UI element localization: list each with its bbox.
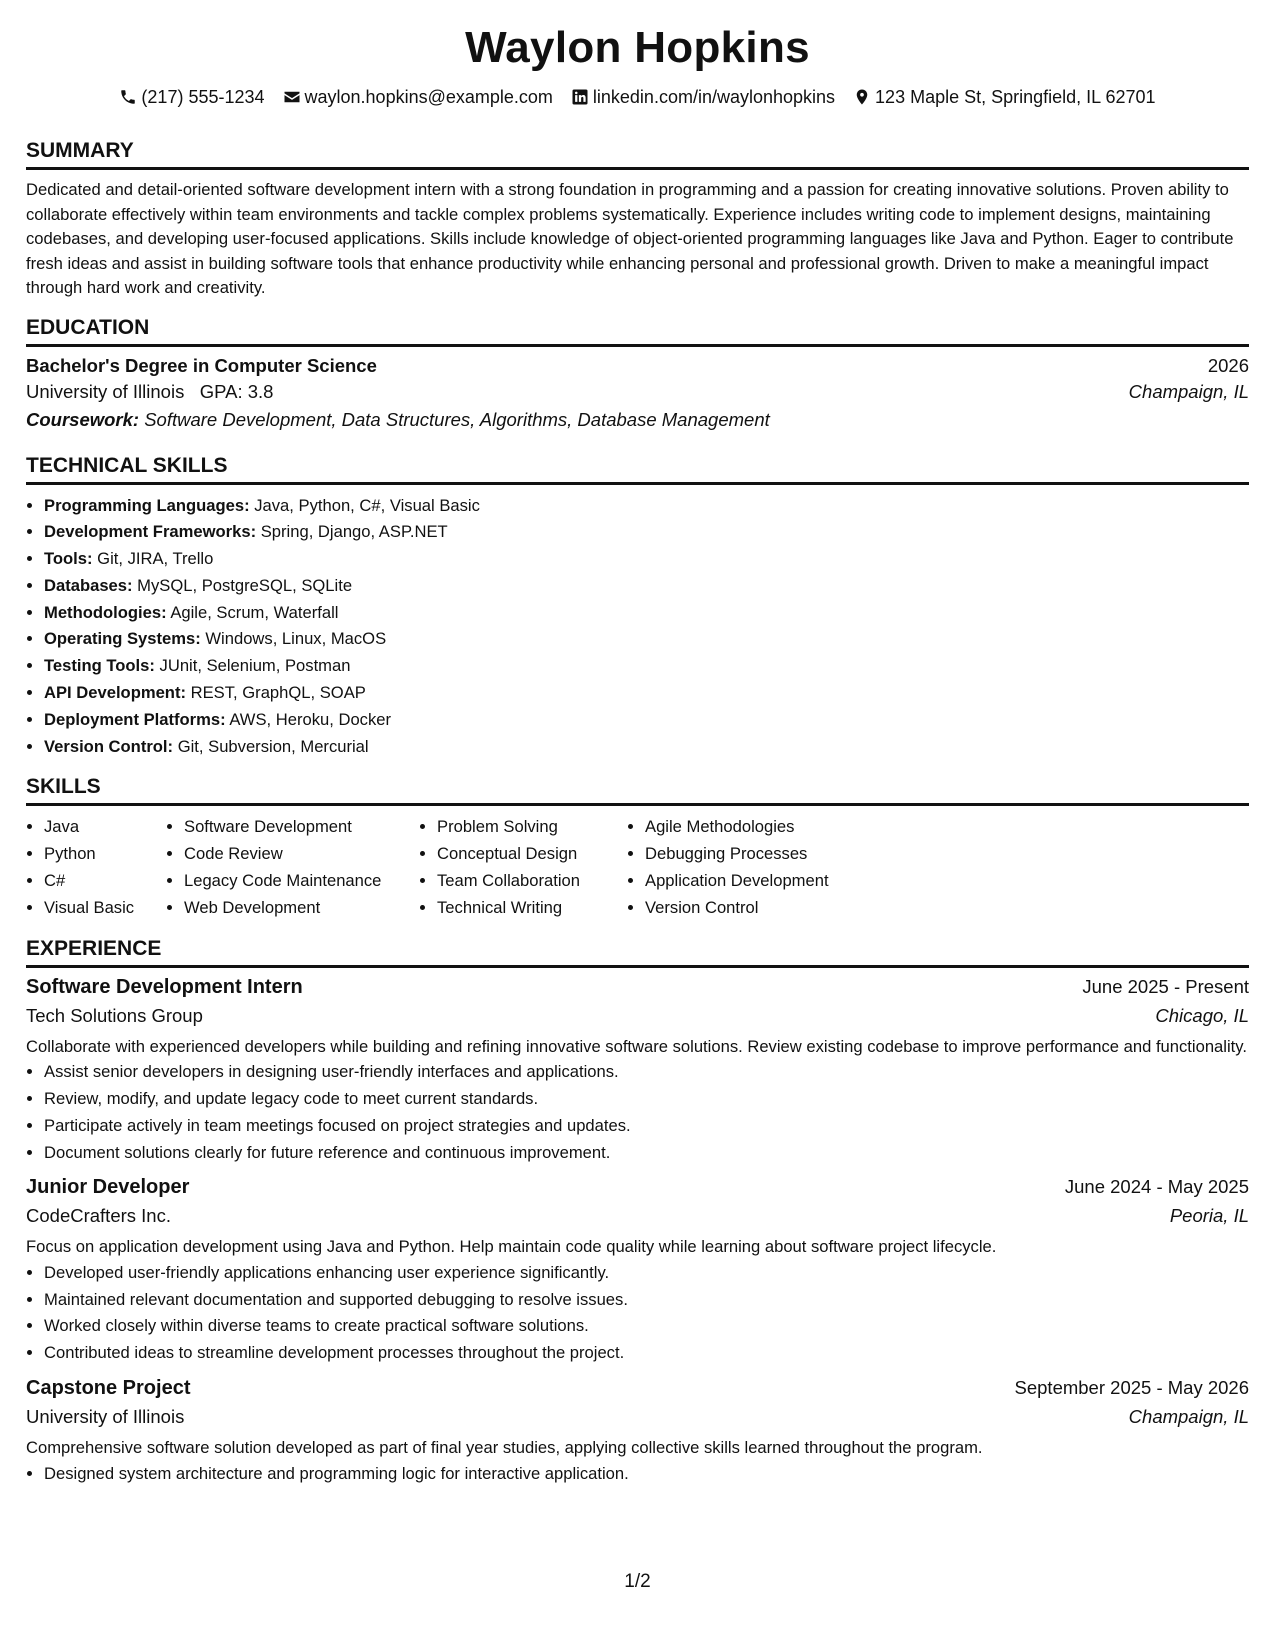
- skill-values: Windows, Linux, MacOS: [205, 629, 387, 649]
- list-item: • Agile Methodologies: [645, 814, 885, 841]
- contact-phone[interactable]: [119, 86, 264, 108]
- job-bullets: [26, 1059, 1249, 1166]
- school-line: [26, 381, 273, 403]
- skill-values: Git, Subversion, Mercurial: [177, 736, 369, 756]
- job-description: Comprehensive software solution developed as part of final year studies, applying collective skills learned throughout the program.: [26, 1438, 983, 1458]
- map-pin-icon: [853, 88, 871, 106]
- contact-address: [853, 86, 1156, 108]
- experience-heading: EXPERIENCE: [26, 936, 1249, 968]
- skills-section: [26, 774, 1249, 921]
- skills-heading: SKILLS: [26, 774, 1249, 806]
- skill-category: API Development:: [44, 683, 186, 703]
- list-item: • Debugging Processes: [645, 841, 885, 868]
- skill-values: MySQL, PostgreSQL, SQLite: [137, 575, 353, 595]
- education-degree-row: [26, 355, 1249, 377]
- skill-category: Tools:: [44, 549, 93, 569]
- job-location: Champaign, IL: [1128, 1406, 1249, 1428]
- job-org: University of Illinois: [26, 1406, 185, 1428]
- list-item: [44, 546, 1249, 573]
- list-item: • Visual Basic: [44, 895, 166, 922]
- list-item: [44, 653, 1249, 680]
- list-item: • Assist senior developers in designing user-friendly interfaces and applications.: [44, 1059, 1249, 1086]
- list-item: • Team Collaboration: [437, 868, 627, 895]
- job-location: Chicago, IL: [1155, 1004, 1249, 1026]
- job-title: Capstone Project: [26, 1377, 191, 1400]
- list-item: [44, 707, 1249, 734]
- skills-grid: [26, 814, 1249, 921]
- page-number: 1/2: [624, 1571, 651, 1592]
- list-item: • Contributed ideas to streamline development processes throughout the project.: [44, 1340, 1249, 1367]
- list-item: [44, 680, 1249, 707]
- skill-category: Methodologies:: [44, 602, 167, 622]
- summary-heading: SUMMARY: [26, 138, 1249, 170]
- gpa: GPA: 3.8: [199, 380, 274, 402]
- technical-skills-heading: TECHNICAL SKILLS: [26, 453, 1249, 485]
- list-item: • Participate actively in team meetings focused on project strategies and updates.: [44, 1113, 1249, 1140]
- linkedin-text: linkedin.com/in/waylonhopkins: [592, 87, 836, 107]
- skill-values: Git, JIRA, Trello: [97, 549, 214, 569]
- envelope-icon: [283, 88, 301, 106]
- degree-title: Bachelor's Degree in Computer Science: [26, 354, 377, 376]
- email-text: waylon.hopkins@example.com: [304, 87, 553, 107]
- list-item: • Designed system architecture and programming logic for interactive application.: [44, 1461, 1249, 1488]
- job-title: Software Development Intern: [26, 975, 303, 998]
- skill-category: Development Frameworks:: [44, 522, 257, 542]
- list-item: • Code Review: [184, 841, 419, 868]
- job-title: Junior Developer: [26, 1176, 190, 1199]
- list-item: [44, 600, 1249, 627]
- list-item: • Worked closely within diverse teams to create practical software solutions.: [44, 1313, 1249, 1340]
- graduation-year: 2026: [1207, 354, 1249, 376]
- skill-values: REST, GraphQL, SOAP: [190, 683, 366, 703]
- skill-values: JUnit, Selenium, Postman: [159, 656, 351, 676]
- list-item: [44, 626, 1249, 653]
- list-item: • Maintained relevant documentation and supported debugging to resolve issues.: [44, 1287, 1249, 1314]
- experience-section: [26, 936, 1249, 1488]
- skills-column-3: [419, 814, 627, 921]
- list-item: • Technical Writing: [437, 895, 627, 922]
- contact-email[interactable]: [283, 86, 553, 108]
- contact-bar: [26, 86, 1249, 108]
- list-item: • Application Development: [645, 868, 885, 895]
- job-entry: [26, 976, 1249, 1167]
- skill-values: AWS, Heroku, Docker: [229, 709, 392, 729]
- summary-text: Dedicated and detail-oriented software development intern with a strong foundation in programming and a passion for creating innovative solutions. Proven ability to collaborate effectively within team environments and tackle complex problems systematically. Experience includes writing code to implement designs, maintaining codebases, and developing user-focused applications. Skills include knowledge of object-oriented programming languages like Java and Python. Eager to contribute fresh ideas and assist in building software tools that enhance productivity while enhancing personal and professional growth. Driven to make a meaningful impact through hard work and creativity.: [26, 180, 1234, 297]
- job-bullets: [26, 1461, 1249, 1488]
- job-org-row: [26, 1005, 1249, 1027]
- skills-column-2: [166, 814, 419, 921]
- education-heading: EDUCATION: [26, 315, 1249, 347]
- job-org: Tech Solutions Group: [26, 1004, 203, 1026]
- list-item: • Java: [44, 814, 166, 841]
- list-item: [44, 573, 1249, 600]
- skills-column-1: [26, 814, 166, 921]
- list-item: [44, 519, 1249, 546]
- linkedin-icon: [571, 88, 589, 106]
- phone-icon: [119, 88, 137, 106]
- job-org-row: [26, 1406, 1249, 1428]
- phone-text: (217) 555-1234: [141, 87, 265, 107]
- education-school-row: [26, 381, 1249, 403]
- skill-category: Operating Systems:: [44, 629, 201, 649]
- skill-category: Deployment Platforms:: [44, 709, 226, 729]
- skill-values: Java, Python, C#, Visual Basic: [254, 495, 480, 515]
- job-description: Focus on application development using Java and Python. Help maintain code quality while learning about software project lifecycle.: [26, 1237, 997, 1257]
- skill-category: Databases:: [44, 575, 133, 595]
- list-item: • Problem Solving: [437, 814, 627, 841]
- list-item: • Legacy Code Maintenance: [184, 868, 419, 895]
- list-item: • Python: [44, 841, 166, 868]
- summary-section: [26, 138, 1249, 301]
- skill-values: Spring, Django, ASP.NET: [260, 522, 448, 542]
- job-title-row: [26, 1377, 1249, 1400]
- coursework-line: [26, 409, 1249, 431]
- school-name: University of Illinois: [26, 380, 185, 402]
- address-text: 123 Maple St, Springfield, IL 62701: [875, 87, 1156, 107]
- list-item: • Conceptual Design: [437, 841, 627, 868]
- job-dates: June 2025 - Present: [1082, 975, 1249, 997]
- skill-values: Agile, Scrum, Waterfall: [170, 602, 339, 622]
- coursework-list: Software Development, Data Structures, Algorithms, Database Management: [144, 408, 770, 430]
- list-item: • Document solutions clearly for future reference and continuous improvement.: [44, 1140, 1249, 1167]
- job-bullets: [26, 1260, 1249, 1367]
- job-org: CodeCrafters Inc.: [26, 1205, 171, 1227]
- skill-category: Version Control:: [44, 736, 174, 756]
- list-item: • Developed user-friendly applications enhancing user experience significantly.: [44, 1260, 1249, 1287]
- list-item: [44, 493, 1249, 520]
- job-entry: [26, 1377, 1249, 1487]
- resume-page: [26, 0, 1249, 1487]
- list-item: • Review, modify, and update legacy code to meet current standards.: [44, 1086, 1249, 1113]
- job-org-row: [26, 1205, 1249, 1227]
- candidate-name: Waylon Hopkins: [465, 23, 810, 72]
- job-location: Peoria, IL: [1169, 1205, 1249, 1227]
- job-description: Collaborate with experienced developers while building and refining innovative software solutions. Review existing codebase to improve performance and functionality.: [26, 1036, 1247, 1056]
- technical-skills-list: [26, 493, 1249, 761]
- skills-column-4: [627, 814, 885, 921]
- school-location: Champaign, IL: [1128, 380, 1249, 402]
- list-item: • Software Development: [184, 814, 419, 841]
- technical-skills-section: [26, 453, 1249, 761]
- list-item: [44, 734, 1249, 761]
- education-section: [26, 315, 1249, 431]
- job-title-row: [26, 976, 1249, 999]
- skill-category: Testing Tools:: [44, 656, 155, 676]
- list-item: • C#: [44, 868, 166, 895]
- job-dates: September 2025 - May 2026: [1014, 1377, 1249, 1399]
- job-dates: June 2024 - May 2025: [1064, 1176, 1249, 1198]
- list-item: • Version Control: [645, 895, 885, 922]
- contact-linkedin[interactable]: [571, 86, 835, 108]
- job-title-row: [26, 1176, 1249, 1199]
- skill-category: Programming Languages:: [44, 495, 250, 515]
- list-item: • Web Development: [184, 895, 419, 922]
- coursework-label: Coursework:: [26, 408, 140, 430]
- job-entry: [26, 1176, 1249, 1367]
